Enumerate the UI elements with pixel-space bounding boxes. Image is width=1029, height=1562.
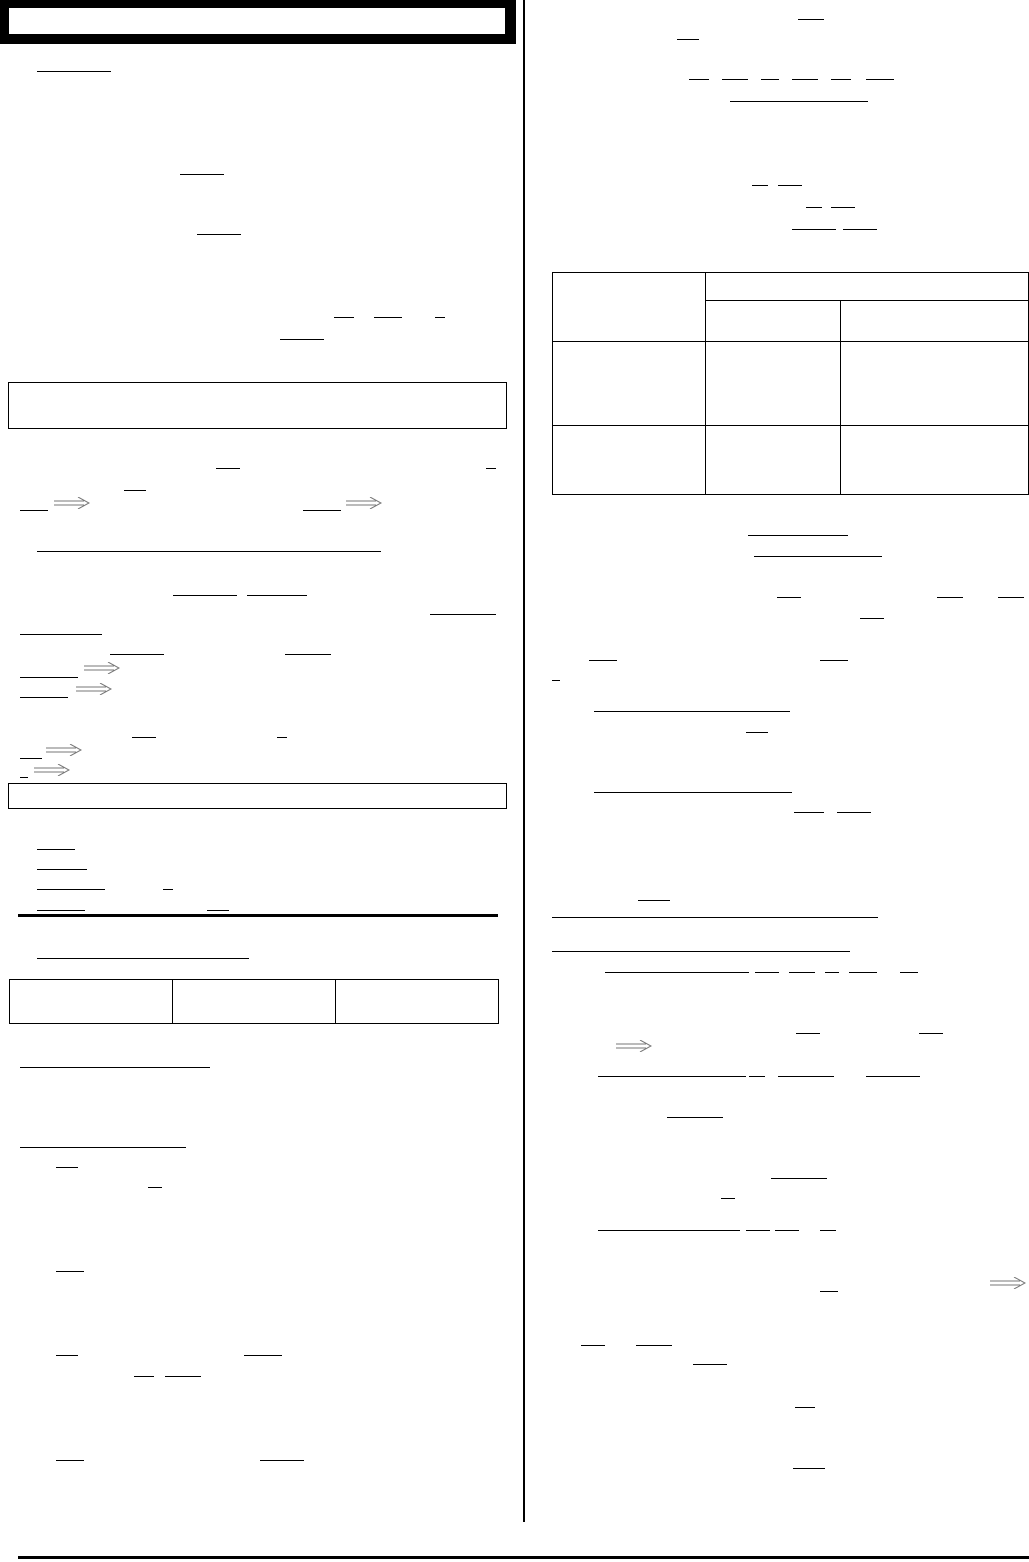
fraction-bar bbox=[285, 654, 331, 655]
fraction-bar bbox=[789, 972, 815, 973]
fraction-bar bbox=[937, 597, 963, 598]
subsection-heading-underline bbox=[594, 792, 792, 793]
fraction-bar bbox=[216, 468, 240, 469]
fraction-bar bbox=[667, 1117, 723, 1118]
fraction-bar bbox=[777, 597, 801, 598]
subsection-heading-underline bbox=[552, 917, 878, 918]
fraction-bar bbox=[689, 79, 709, 80]
subsection-heading-underline bbox=[37, 551, 381, 552]
fraction-bar bbox=[722, 79, 748, 80]
fraction-bar bbox=[900, 972, 918, 973]
fraction-bar bbox=[793, 1468, 825, 1469]
fraction-bar bbox=[820, 1230, 836, 1231]
table-column-line bbox=[840, 300, 841, 495]
list-item-underline bbox=[37, 889, 105, 890]
fraction-bar bbox=[244, 1355, 282, 1356]
fraction-bar bbox=[435, 317, 445, 318]
fraction-bar bbox=[56, 1271, 84, 1272]
subsection-heading-underline bbox=[594, 711, 790, 712]
header-title-box bbox=[8, 7, 506, 35]
subsection-heading-underline bbox=[20, 1147, 186, 1148]
fraction-bar bbox=[20, 510, 48, 511]
fraction-bar bbox=[280, 339, 324, 340]
implies-arrow-icon bbox=[76, 683, 112, 695]
implies-arrow-icon bbox=[84, 662, 120, 674]
formula-label-underline bbox=[598, 1076, 746, 1077]
fraction-bar bbox=[792, 79, 818, 80]
fraction-bar bbox=[775, 1230, 799, 1231]
header-title-frame bbox=[0, 0, 516, 44]
table-row bbox=[10, 980, 499, 1024]
column-divider bbox=[523, 0, 525, 1522]
fraction-bar bbox=[430, 614, 496, 615]
fraction-bar bbox=[581, 1345, 605, 1346]
fraction-bar bbox=[636, 1345, 672, 1346]
list-item-underline bbox=[37, 869, 87, 870]
table-row-line bbox=[552, 341, 1029, 342]
fraction-bar bbox=[134, 1376, 154, 1377]
fraction-bar bbox=[197, 234, 241, 235]
fraction-bar bbox=[825, 972, 839, 973]
fraction-bar bbox=[794, 812, 824, 813]
fraction-bar bbox=[165, 1376, 201, 1377]
fraction-bar bbox=[761, 79, 779, 80]
fraction-bar bbox=[56, 1167, 78, 1168]
comparison-table bbox=[552, 272, 1029, 495]
fraction-bar bbox=[124, 490, 146, 491]
fraction-bar bbox=[638, 900, 670, 901]
subsection-heading-underline bbox=[20, 1067, 210, 1068]
fraction-bar bbox=[132, 737, 156, 738]
fraction-bar bbox=[820, 1291, 838, 1292]
fraction-bar bbox=[796, 1033, 820, 1034]
fraction-bar bbox=[303, 510, 341, 511]
list-item-underline bbox=[37, 849, 75, 850]
table-row-line bbox=[552, 425, 1029, 426]
fraction-bar bbox=[334, 317, 354, 318]
table-header-line bbox=[705, 300, 1029, 301]
fraction-bar bbox=[374, 317, 402, 318]
fraction-bar bbox=[163, 889, 173, 890]
fraction-bar bbox=[677, 39, 699, 40]
table-column-line bbox=[705, 272, 706, 495]
implies-arrow-icon bbox=[990, 1277, 1026, 1289]
fraction-bar bbox=[148, 1187, 162, 1188]
table-cell bbox=[10, 980, 173, 1024]
fraction-bar bbox=[831, 207, 855, 208]
fraction-bar bbox=[173, 595, 237, 596]
fraction-bar bbox=[792, 229, 836, 230]
fraction-bar bbox=[919, 1033, 943, 1034]
fraction-bar bbox=[806, 207, 822, 208]
fraction-bar bbox=[746, 1230, 770, 1231]
fraction-bar bbox=[771, 1178, 827, 1179]
implies-arrow-icon bbox=[616, 1040, 652, 1052]
footer-rule bbox=[18, 1556, 1029, 1559]
fraction-bar bbox=[820, 660, 848, 661]
fraction-bar bbox=[589, 660, 617, 661]
section-heading-underline bbox=[37, 71, 111, 72]
formula-label-underline bbox=[598, 1230, 740, 1231]
fraction-bar bbox=[20, 634, 102, 635]
fraction-bar bbox=[837, 812, 871, 813]
fraction-bar bbox=[721, 1198, 735, 1199]
fraction-bar bbox=[860, 618, 884, 619]
fraction-bar bbox=[843, 229, 877, 230]
fraction-bar bbox=[778, 1076, 834, 1077]
fraction-bar bbox=[277, 737, 287, 738]
fraction-bar bbox=[795, 1407, 815, 1408]
list-item-underline bbox=[37, 910, 85, 911]
fraction-bar bbox=[247, 595, 307, 596]
fraction-bar bbox=[56, 1355, 78, 1356]
fraction-bar bbox=[486, 468, 496, 469]
fraction-bar bbox=[20, 697, 68, 698]
fraction-bar bbox=[260, 1460, 304, 1461]
fraction-bar bbox=[56, 1460, 84, 1461]
fraction-bar bbox=[752, 185, 768, 186]
fraction-bar bbox=[755, 972, 779, 973]
fraction-bar bbox=[831, 79, 851, 80]
fraction-bar bbox=[778, 185, 802, 186]
result-box bbox=[8, 783, 507, 809]
subsection-heading-underline bbox=[552, 951, 850, 952]
table-cell bbox=[173, 980, 336, 1024]
fraction-bar bbox=[552, 680, 560, 681]
implies-arrow-icon bbox=[54, 497, 90, 509]
formula-label-underline bbox=[605, 972, 749, 973]
fraction-bar bbox=[749, 1076, 765, 1077]
fraction-bar bbox=[20, 777, 28, 778]
fraction-bar bbox=[180, 174, 224, 175]
definition-box bbox=[8, 382, 507, 429]
fraction-bar bbox=[798, 19, 824, 20]
fraction-bar bbox=[693, 1364, 727, 1365]
table-cell bbox=[336, 980, 499, 1024]
fraction-bar bbox=[746, 732, 768, 733]
implies-arrow-icon bbox=[346, 497, 382, 509]
implies-arrow-icon bbox=[34, 764, 70, 776]
fraction-bar bbox=[20, 758, 42, 759]
summary-table bbox=[9, 979, 499, 1024]
fraction-bar bbox=[20, 677, 78, 678]
subsection-heading-underline bbox=[37, 958, 249, 959]
implies-arrow-icon bbox=[46, 744, 82, 756]
fraction-bar bbox=[849, 972, 877, 973]
section-subheading-underline bbox=[754, 556, 882, 557]
fraction-bar bbox=[730, 101, 868, 102]
section-heading-underline bbox=[748, 535, 848, 536]
section-separator bbox=[18, 914, 498, 917]
fraction-bar bbox=[866, 79, 894, 80]
fraction-bar bbox=[866, 1076, 920, 1077]
fraction-bar bbox=[207, 910, 229, 911]
fraction-bar bbox=[110, 654, 164, 655]
fraction-bar bbox=[998, 597, 1024, 598]
